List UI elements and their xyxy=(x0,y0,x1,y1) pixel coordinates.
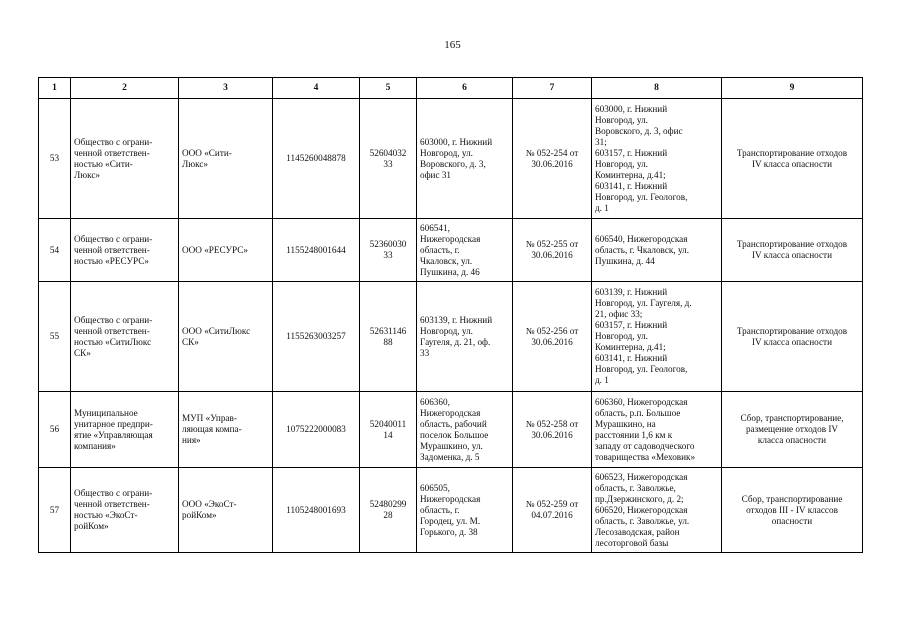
table-row xyxy=(39,219,863,282)
license-number-date: № 052-255 от 30.06.2016 xyxy=(525,239,579,260)
activity-locations: 606540, Нижегородская область, г. Чкаловск, ул. Пушкина, д. 44 xyxy=(595,233,690,266)
license-number-date: № 052-258 от 30.06.2016 xyxy=(525,418,579,440)
inn-value: 52631146 88 xyxy=(369,325,407,347)
header-col-2: 2 xyxy=(71,78,179,99)
license-number-date: № 052-259 от 04.07.2016 xyxy=(525,499,579,520)
row-number: 56 xyxy=(39,392,71,468)
activity-locations: 606360, Нижегородская область, р.п. Большое Мурашкино, на расстоянии 1,6 км к западу от садоводческого товарищества «Меховик» xyxy=(595,396,696,462)
table-row xyxy=(39,392,863,468)
table-row xyxy=(39,282,863,392)
ogrn-value: 1075222000083 xyxy=(273,392,360,468)
table-row xyxy=(39,99,863,219)
header-row xyxy=(39,78,863,99)
organization-short-name: ООО «СитиЛюкс СК» xyxy=(182,325,251,347)
row-number: 53 xyxy=(39,99,71,219)
licensed-activity: Транспортирование отходов IV класса опасности xyxy=(736,239,848,260)
license-number-date: № 052-256 от 30.06.2016 xyxy=(525,325,579,347)
table-row xyxy=(39,468,863,553)
page-number: 165 xyxy=(444,39,461,51)
activity-locations: 603139, г. Нижний Новгород, ул. Гаугеля, д. 21, офис 33; 603157, г. Нижний Новгород, ул. Коминтерна, д.41; 603141, г. Нижний Новгород, ул. Геологов, д. 1 xyxy=(595,287,692,385)
inn-value: 52480299 28 xyxy=(369,499,407,520)
header-col-5: 5 xyxy=(360,78,417,99)
legal-address: 606505, Нижегородская область, г. Городец, ул. М. Горького, д. 38 xyxy=(420,482,481,537)
legal-address: 603139, г. Нижний Новгород, ул. Гаугеля, д. 21, оф. 33 xyxy=(420,314,493,358)
row-number: 54 xyxy=(39,219,71,282)
organization-short-name: ООО «РЕСУРС» xyxy=(182,244,248,255)
organization-full-name: Общество с ограни- ченной ответствен- ностью «ЭкоСт- ройКом» xyxy=(74,488,153,531)
header-col-8: 8 xyxy=(592,78,722,99)
licensed-activity: Транспортирование отходов IV класса опасности xyxy=(736,325,848,347)
legal-address: 603000, г. Нижний Новгород, ул. Воровского, д. 3, офис 31 xyxy=(420,136,493,180)
inn-value: 52360030 33 xyxy=(369,239,407,260)
activity-locations: 603000, г. Нижний Новгород, ул. Воровского, д. 3, офис 31; 603157, г. Нижний Новгород, ул. Коминтерна, д.41; 603141, г. Нижний Новгород, ул. Геологов, д. 1 xyxy=(595,103,688,213)
row-number: 57 xyxy=(39,468,71,553)
organization-short-name: ООО «ЭкоСт- ройКом» xyxy=(182,499,237,520)
header-col-1: 1 xyxy=(39,78,71,99)
header-col-4: 4 xyxy=(273,78,360,99)
licensed-activity: Сбор, транспортирование, размещение отходов IV класса опасности xyxy=(740,413,844,445)
ogrn-value: 1105248001693 xyxy=(273,468,360,553)
ogrn-value: 1155248001644 xyxy=(273,219,360,282)
organization-short-name: МУП «Управ- ляющая компа- ния» xyxy=(182,413,242,445)
row-number: 55 xyxy=(39,282,71,392)
license-number-date: № 052-254 от 30.06.2016 xyxy=(525,147,579,169)
organization-full-name: Муниципальное унитарное предпри- ятие «Управляющая компания» xyxy=(74,407,153,451)
organization-full-name: Общество с ограни- ченной ответствен- ностью «РЕСУРС» xyxy=(74,233,153,266)
header-col-7: 7 xyxy=(513,78,592,99)
licensed-activity: Транспортирование отходов IV класса опасности xyxy=(736,147,848,169)
ogrn-value: 1145260048878 xyxy=(273,99,360,219)
organization-short-name: ООО «Сити- Люкс» xyxy=(182,147,232,169)
header-col-3: 3 xyxy=(179,78,273,99)
activity-locations: 606523, Нижегородская область, г. Заволжье, пр.Дзержинского, д. 2; 606520, Нижегородская область, г. Заволжье, ул. Лесозаводская, район лесоторговой базы xyxy=(595,471,690,548)
header-col-9: 9 xyxy=(722,78,863,99)
license-registry-table xyxy=(38,77,863,553)
legal-address: 606360, Нижегородская область, рабочий поселок Большое Мурашкино, ул. Задоменка, д. 5 xyxy=(420,396,489,462)
organization-full-name: Общество с ограни- ченной ответствен- ностью «СитиЛюкс СК» xyxy=(74,314,153,358)
legal-address: 606541, Нижегородская область, г. Чкаловск, ул. Пушкина, д. 46 xyxy=(420,222,481,277)
inn-value: 52604032 33 xyxy=(369,147,407,169)
licensed-activity: Сбор, транспортирование отходов III - IV классов опасности xyxy=(741,493,843,526)
inn-value: 52040011 14 xyxy=(369,418,407,440)
header-col-6: 6 xyxy=(417,78,513,99)
ogrn-value: 1155263003257 xyxy=(273,282,360,392)
organization-full-name: Общество с ограни- ченной ответствен- ностью «Сити- Люкс» xyxy=(74,136,153,180)
